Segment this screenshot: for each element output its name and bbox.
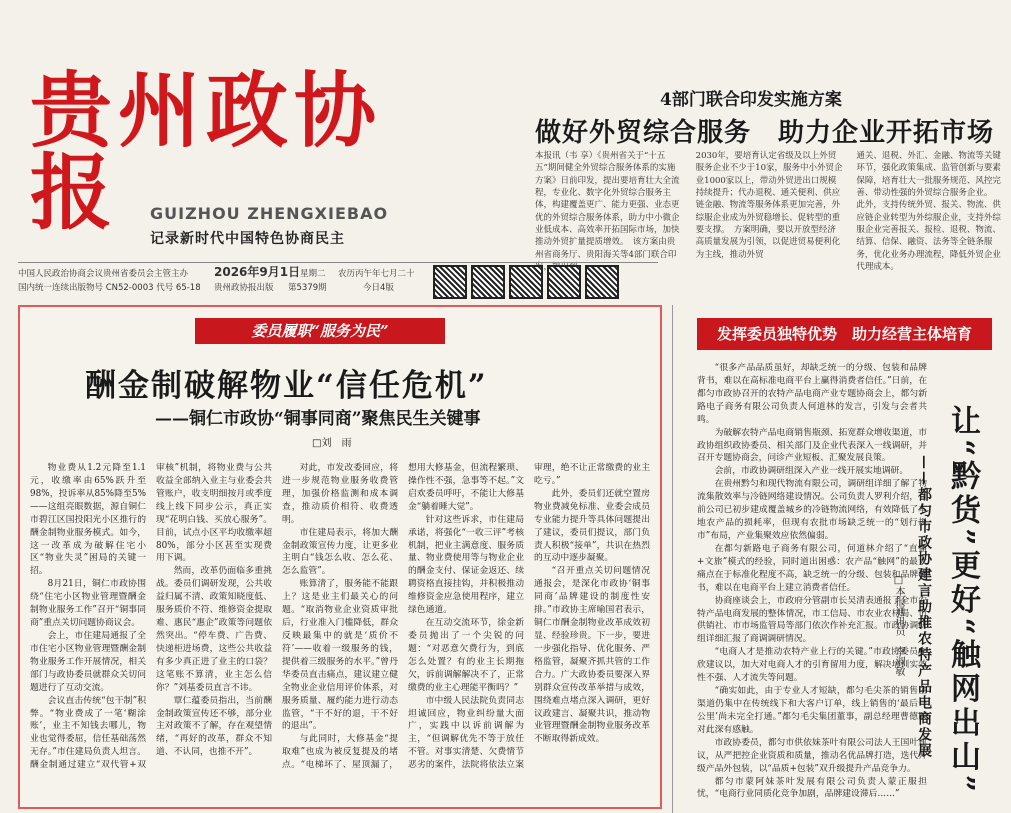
paragraph: 与此同时，大修基金“提取难”也成为被反复提及的堵点。“电梯坏了、屋顶漏了，想用大修基金，但流程繁琐、操作性不强，急事等不起。”文启欢委员呼吁，不能让大修基金“躺着睡大觉”。	[282, 463, 524, 771]
qr-code-icon[interactable]	[547, 265, 581, 299]
top-story-headline[interactable]: 做好外贸综合服务 助力企业开拓市场	[535, 118, 995, 148]
issue-page-count: 今日4版	[363, 283, 394, 293]
issue-lunar-date: 农历丙午年七月二十	[338, 269, 415, 279]
paragraph: 会议直击传统“包干制”积弊。“物业费成了一笔‘糊涂账’，业主不知钱去哪儿，物业也觉得委屈，信任基础荡然无存。”市住建局负责人坦言。酬金制通过建立“双代管+双审核”机制，将物业费与公共收益全部纳入业主与业委会共管账户，收支明细按月或季度线上线下同步公示，真正实现“花明白钱、买放心服务”。目前，试点小区平均收缴率超80%，部分小区甚至实现费用下调。	[30, 463, 272, 771]
paragraph: 8月21日，铜仁市政协围绕“住宅小区物业管理暨酬金制物业服务工作”召开“铜事同商”重点关切问题协商议会。	[30, 579, 146, 629]
issue-date: 2026年9月1日	[214, 265, 301, 279]
paragraph: 市住建局表示，将加大酬金制政策宣传力度，让更多业主明白“钱怎么收、怎么花、怎么监管”。	[282, 527, 398, 577]
paragraph: 物业费从1.2元降至1.1元，收缴率由65%跃升至98%，投诉率从85%降至5%——这组亮眼数据，源自铜仁市碧江区国投阳光小区推行的酬金制物业服务模式。如今，这一改革成为破解住宅小区“物业失灵”困局的关键一招。	[30, 463, 146, 577]
paragraph: 都匀市蒙阿妹茶叶发展有限公司负责人蒙正服担忧，“电商行业同质化竞争加剧，品牌建设滞后……”	[697, 776, 927, 800]
paragraph: 会上，市住建局通报了全市住宅小区物业管理暨酬金制物业服务工作开展情况，相关部门与政协委员就群众关切问题进行了互动交流。	[30, 630, 146, 693]
paragraph: 在贵州黔匀和现代物流有限公司，调研组详细了解了物流集散效率与冷链网络建设情况。公司负责人罗利介绍，目前公司已初步建成覆盖城乡的冷链物流网络，有效降低了本地农产品的损耗率，但现有农批市场缺乏统一的“划行规市”布局，产业集聚效应依然偏弱。	[697, 479, 927, 541]
top-story-col-3: 通关、退税、外汇、金融、物流等关键环节，强化政策集成、监管创新与要素保障，培育壮大一批服务规范、风控完善、带动性强的外贸综合服务企业。 此外，支持传统外贸、报关、物流、供应链企业转型为外综服企业，支持外综服企业完善报关、报检、退税、物流、结算、信保、融资、法务等全链条服务，优化业务办理流程，降低外贸企业代理成本。	[856, 151, 1001, 272]
paragraph: 会前，市政协调研组深入产业一线开展实地调研。	[714, 466, 909, 477]
feature-subhead: ——铜仁市政协“铜事同商”聚焦民生关键事	[155, 409, 481, 429]
info-serial-line: 国内统一连续出版物号 CN52-0003 代号 65-18	[18, 283, 201, 293]
right-story-banner: 发挥委员独特优势 助力经营主体培育	[697, 318, 992, 350]
paragraph: 针对这些诉求，市住建局承诺，将强化“一收三评”考核机制，把业主满意度、服务质量、物业费使用等与物业企业的酬金支付、保证金返还、续聘资格直接挂钩，并积极推动维修资金应急使用程序，建立绿色通道。	[408, 514, 524, 616]
column-divider	[672, 305, 673, 813]
paragraph: 对此，市发改委回应，将进一步规范物业服务收费管理，加强价格监测和成本调查，推动质价相符、收费透明。	[282, 463, 398, 525]
masthead-slogan: 记录新时代中国特色协商民主	[150, 231, 345, 247]
qr-code-icon[interactable]	[471, 265, 505, 299]
right-story-subhead: ——都匀市政协建言助推农特产品电商发展	[916, 455, 932, 759]
paragraph: “召开重点关切问题情况通报会，是深化市政协‘铜事同商’品牌建设的制度性安排。”市政协主席喻国君表示，铜仁市酬金制物业改革成效初显、经验珍贵。下一步，要进一步强化指导、优化服务、严格监管，凝聚齐抓共管的工作合力。广大政协委员要深入界别群众宣传改革举措与成效，围绕难点堵点深入调研，更好议政建言、凝聚共识，推动物业管理暨酬金制物业服务改革不断取得新成效。	[534, 566, 650, 745]
paragraph: 然而，改革仍面临多重挑战。委员们调研发现，公共收益归属不清、政策知晓度低、服务质价不符、维修资金提取难、惠民“惠企”政策等问题依然突出。“停车费、广告费、快递柜进场费，这些公共收益有多少真正进了业主的口袋？这笔账不算清，业主怎么信你？”刘基委员直言不讳。	[156, 566, 272, 693]
right-story-headline[interactable]: 让“黔货”更好“触网出山”	[945, 405, 980, 797]
top-story-col-2: 2030年，要培育认定省级及以上外贸服务企业不少于10家，服务中小外贸企业1000家以上，带动外贸进出口规模持续提升；代办退税、通关便利、供应链金融、物流等服务体系更加完善，外综服企业成为外贸稳增长、促转型的重要支撑。 方案明确，要以开放型经济高质量发展为引领，以促进贸易便利化为主线，推动外贸	[695, 151, 843, 260]
top-story-col-1: 本报讯（韦 享）《贵州省关于“十五五”期间健全外贸综合服务体系的实施方案》日前印发，提出要培育壮大全流程，专业化、数字化外贸综合服务主体，构建覆盖更广、能力更强、业态更优的外贸综合服务体系，助力中小微企业低成本、高效率开拓国际市场，加快推动外贸扩量提质增效。 该方案由贵州省商务厅、贵阳海关等4部门联合印	[535, 151, 680, 260]
qr-code-icon[interactable]	[433, 265, 467, 299]
feature-kicker: 委员履职“服务为民”	[195, 318, 445, 344]
issue-info-bar	[18, 262, 658, 303]
top-story-subtitle: 4部门联合印发实施方案	[660, 90, 842, 110]
qr-codes[interactable]	[433, 265, 623, 302]
feature-byline: □刘 雨	[312, 438, 352, 449]
issue-number: 第5379期	[288, 283, 327, 293]
qr-code-icon[interactable]	[509, 265, 543, 299]
paragraph: 在都匀新路电子商务有限公司，何道林介绍了“直播+文旅”模式的经验，同时道出困惑：农产品“触网”的最大痛点在于标准化程度不高，缺乏统一的分级、包装和品牌背书，难以在电商平台上建立消费者信任。	[697, 543, 927, 593]
masthead-title: 贵州政协报	[30, 63, 383, 241]
feature-body	[30, 462, 650, 802]
issue-weekday: 星期二	[300, 269, 326, 279]
right-story-byline: □本报通讯员 李淑敏	[893, 575, 904, 676]
paragraph: 为破解农特产品电商销售瓶颈、拓宽群众增收渠道，市政协组织政协委员、相关部门及企业代表深入一线调研，并召开专题协商会，问诊产业短板、汇聚发展良策。	[697, 427, 927, 464]
paragraph: “很多产品品质虽好，却缺乏统一的分级、包装和品牌背书，难以在高标准电商平台上赢得消费者信任。”日前，在都匀市政协召开的农特产品电商产业专题协商会上，都匀新路电子商务有限公司负责人何道林的发言，引发与会者共鸣。	[697, 363, 927, 425]
paragraph: 市政协委员，都匀市供依妹茶叶有限公司法人王国叶建议，从严把控企业资质和质量，推动名优品牌打造，迭代升级产品外包装，以“品质+包装”双升级提升产品竞争力。	[697, 737, 927, 774]
issue-publisher: 贵州政协报出版	[214, 283, 274, 293]
paragraph: 市中级人民法院负责同志坦诚回应，物业纠纷量大面广，实践中以诉前调解为主，“但调解优先不等于放任不管。对事实清楚、欠费情节恶劣的案件，法院将依法立案审理，绝不让正常缴费的业主吃亏。”	[408, 463, 650, 771]
paragraph: “确实如此，由于专业人才短缺，都匀毛尖茶的销售主渠道仍集中在传统线下和大客户订单，线上销售的‘最后一公里’尚未完全打通。”都匀毛尖集团董事，副总经理曹德顺对此深有感触。	[697, 686, 927, 735]
info-publisher-line: 中国人民政治协商会议贵州省委员会主管主办	[18, 269, 189, 279]
paragraph: 协商座谈会上，市政府分管副市长吴清表通报了全市农特产品电商发展的整体情况，市工信局、市农业农村局、市供销社、市市场监管局等部门依次作补充汇报。市政协调研组详细汇报了商调调研情况。	[697, 595, 927, 645]
paragraph: 账算清了，服务能不能跟上？这是业主们最关心的问题。“取消物业企业资质审批后，行业准入门槛降低，群众反映最集中的就是‘质价不符’——收着一级服务的钱，提供着三级服务的水平。”曾丹华委员直击痛点，建议建立健全物业企业信用评价体系，对服务质量、履约能力进行动态监管，“干不好的退，干不好的退出”。	[282, 579, 398, 732]
feature-headline[interactable]: 酬金制破解物业“信任危机”	[85, 368, 488, 404]
paragraph: 覃仁蕴委员指出，当前酬金制政策宣传还不够，部分业主对政策不了解，存在观望情绪，“再好的改革，群众不知道、不认同，也推不开”。	[156, 695, 272, 758]
paragraph: 此外，委员们还就空置房物业费减免标准、业委会成员专业能力提升等具体问题提出了建议，委员们提议，部门负责人积极“接单”，共识在热烈的互动中逐步凝聚。	[534, 488, 650, 564]
paragraph: 在互动交流环节，徐金新委员抛出了一个尖锐的问题：“对恶意欠费行为，到底怎么处置？有的业主长期拖欠，诉前调解解决不了，正常缴费的业主心理能平衡吗？”	[408, 618, 524, 693]
top-story-body	[535, 150, 1005, 273]
qr-code-icon[interactable]	[585, 265, 619, 299]
masthead-pinyin: GUIZHOU ZHENGXIEBAO	[150, 204, 389, 223]
paragraph: “电商人才是推动农特产业上行的关键。”市政协委员李欣建议以，加大对电商人才的引育留用力度，解决培训实效性不强、人才流失等问题。	[697, 647, 927, 684]
